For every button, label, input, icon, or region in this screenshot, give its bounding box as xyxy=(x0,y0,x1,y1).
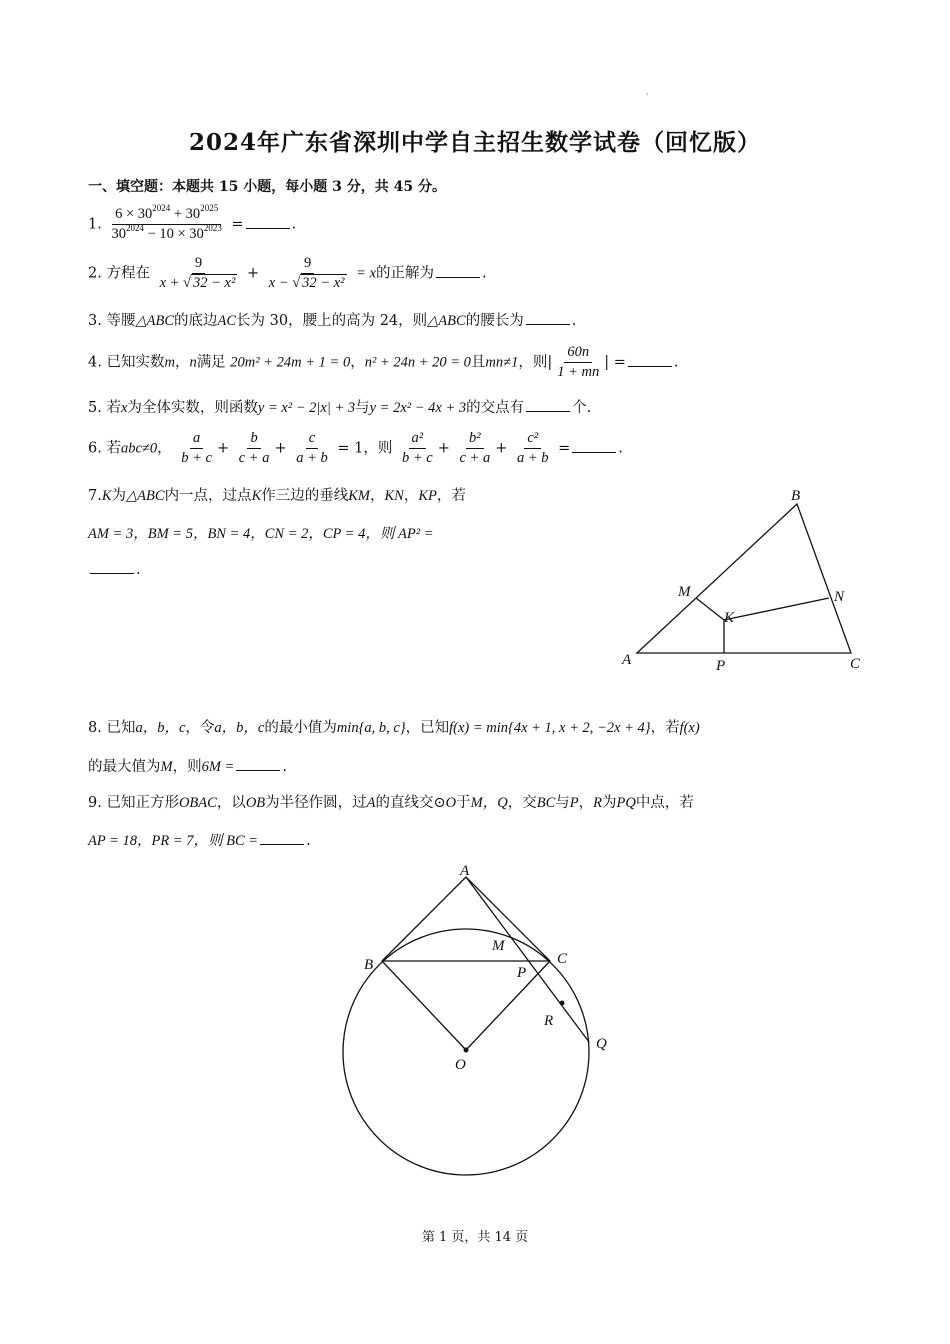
page-title: 2024年广东省深圳中学自主招生数学试卷（回忆版） xyxy=(188,129,761,156)
label-r: R xyxy=(544,1013,554,1029)
label-k: K xyxy=(724,610,735,626)
corner-mark: ' xyxy=(646,92,649,101)
answer-blank[interactable] xyxy=(628,353,672,367)
label-p: P xyxy=(716,658,726,674)
fraction: $\frac{9}{\text{x + √ 32 − x²}}$ xyxy=(159,255,236,291)
triangle-abc xyxy=(637,504,851,653)
answer-blank[interactable] xyxy=(90,560,134,574)
label-b: B xyxy=(364,957,374,973)
center-dot xyxy=(464,1048,469,1053)
label-a: A xyxy=(622,652,632,668)
midpoint-r-dot xyxy=(560,1001,565,1006)
fraction: $\frac{9}{\text{x − √ 32 − x²}}$ xyxy=(268,255,345,291)
line-aq xyxy=(466,877,589,1042)
segment-km xyxy=(696,598,724,620)
answer-blank[interactable] xyxy=(526,311,570,325)
label-q: Q xyxy=(596,1036,607,1052)
question-8-line-1: 8. 已知a，b，c，令a，b，c的最小值为min{a, b, c}，已知f(x) = min{4x + 1, x + 2, −2x + 4}，若f(x) xyxy=(88,720,700,736)
question-4: 4. 已知实数m，n满足 20m² + 24m + 1 = 0，n² + 24n + 20 = 0且mn≠1，则| $\frac{60n}{1 + mn}$ | = . xyxy=(88,344,679,380)
question-7-line-2: AM = 3，BM = 5，BN = 4，CN = 2，CP = 4，则 AP² = xyxy=(88,526,434,542)
answer-blank[interactable] xyxy=(236,757,280,771)
square-obac xyxy=(382,877,550,1050)
answer-blank[interactable] xyxy=(526,398,570,412)
question-5: 5. 若x为全体实数，则函数y = x² − 2|x| + 3与y = 2x² − 4x + 3的交点有 个. xyxy=(88,400,592,416)
section-heading: 一、填空题：本题共 15 小题，每小题 3 分，共 45 分。 xyxy=(88,179,446,195)
label-b: B xyxy=(791,488,801,504)
question-6: 6. 若abc≠0， $\frac{a}{b + c}$ + $\frac{b}{c + a}$ + $\frac{c}{a + b}$ = 1，则 $\frac{\text{a²}}{b + c}$ + $\frac{\text{b²}}{c + a}$ + $\frac{\text{c²}}{a + b}$ = . xyxy=(88,430,623,466)
label-m: M xyxy=(678,584,691,600)
triangle-figure xyxy=(610,480,870,680)
label-c: C xyxy=(850,656,861,672)
question-number: 1. xyxy=(88,216,102,233)
fraction: $\frac{60n}{1 + mn}$ xyxy=(557,344,600,380)
question-2: 2. 方程在 $\frac{9}{\text{x + √ 32 − x²}}$ + $\frac{9}{\text{x − √ 32 − x²}}$ = x的正解为 . xyxy=(88,255,487,291)
question-9-line-1: 9. 已知正方形OBAC，以OB为半径作圆，过A的直线交⊙O于M，Q，交BC与P，R为PQ中点，若 xyxy=(88,795,694,811)
label-n: N xyxy=(834,589,845,605)
question-8-line-2: 的最大值为M，则6M = . xyxy=(88,759,287,775)
segment-kn xyxy=(724,598,829,620)
label-m: M xyxy=(492,938,505,954)
answer-blank[interactable] xyxy=(246,215,290,229)
question-3: 3. 等腰△ABC的底边AC长为 30，腰上的高为 24，则△ABC的腰长为 . xyxy=(88,313,577,329)
question-1: 1. $\frac{6 \times 30^{2024} + 30^{2025}}{30^{2024} - 10 \times 30^{2023}}$ = . xyxy=(88,203,297,242)
label-c: C xyxy=(557,951,568,967)
label-o: O xyxy=(455,1057,466,1073)
question-7-line-3: . xyxy=(88,560,141,580)
answer-blank[interactable] xyxy=(260,831,304,845)
label-p: P xyxy=(517,965,527,981)
answer-blank[interactable] xyxy=(436,264,480,278)
fraction: $\frac{6 \times 30^{2024} + 30^{2025}}{30^{2024} - 10 \times 30^{2023}}$ xyxy=(111,203,222,242)
question-9-line-2: AP = 18，PR = 7，则 BC = . xyxy=(88,833,311,849)
question-7-line-1: 7.K为△ABC内一点，过点K作三边的垂线KM，KN，KP，若 xyxy=(88,488,466,504)
answer-blank[interactable] xyxy=(572,439,616,453)
page-footer: 第 1 页，共 14 页 xyxy=(421,1230,529,1245)
circle-square-figure xyxy=(330,855,630,1185)
label-a: A xyxy=(460,863,470,879)
